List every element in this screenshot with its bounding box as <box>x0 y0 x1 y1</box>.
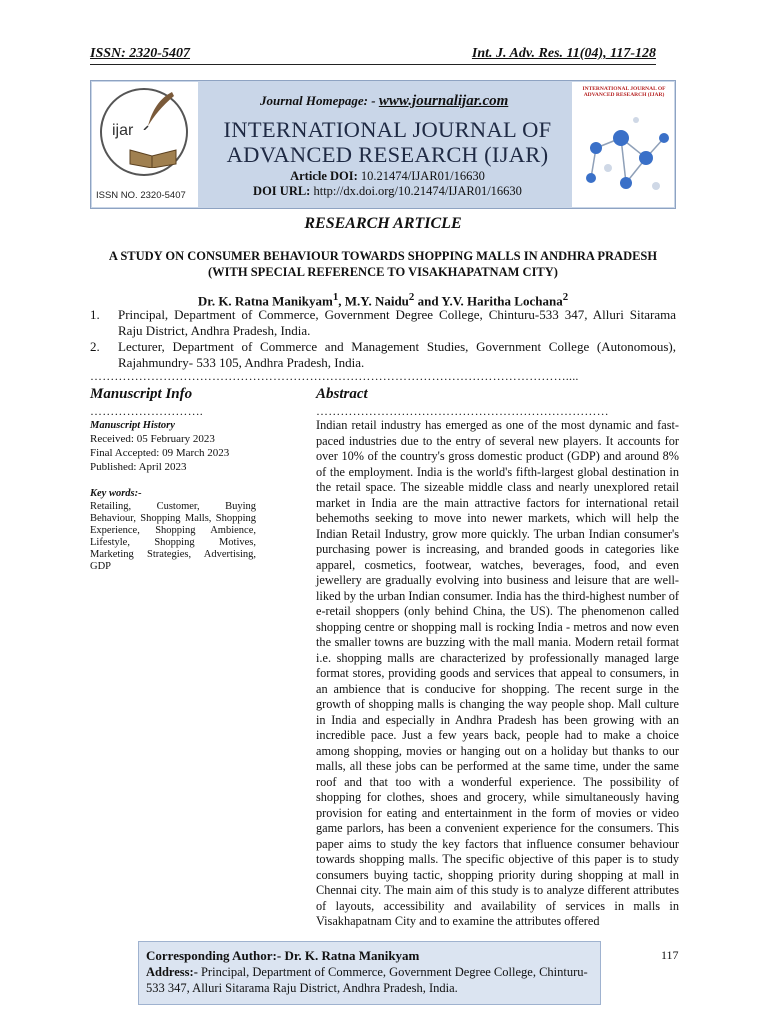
abstract-body: Indian retail industry has emerged as one of the most dynamic and fast-paced industries due to the entry of several new players. It accounts for over 10% of the country's gross domestic product (GDP) and around 8% of the employment. India is the world's fifth-largest global destination in the retail space. The sizeable middle class and nearly unexplored retail market in India are the main attractive factors for international retail behemoths seeking to move into newer markets, which will help the Indian Retail Industry, grow more quickly. The urban Indian consumer's purchasing power is increasing, and branded goods in categories like apparel, cosmetics, footwear, watches, beverages, food, and even jewellery are gradually evolving into business and leisure that are well-liked by the urban Indian consumer. India has the third-highest number of e-retail shoppers (only behind China, the US). The phenomenon called shopping centre or shopping mall is rocking India - metros and now even the smaller towns are buzzing with the mall mania. Modern retail format i.e. shopping malls are characterized by professionally managed large format stores, providing goods and services that appeal to consumers, in an ambience that is conducive for shopping. The recent surge in the growth of shopping malls is changing the way people shop. Mall culture in India and especially in Andhra Pradesh has been growing with an incredible pace. Just a few years back, people had to make a choice among shopping, movies or hanging out on a holiday but thanks to our malls, all these jobs can be performed at the same time, under the same roof and that too with a wonderful experience. The possibility of shopping for clothes, shoes and grocery, while simultaneously having provision for eating and entertainment in the form of movies or video game parlors, has been a convenient experience for the consumers. This paper aims to study the key factors that influence consumer behaviour towards shopping malls. The specific objective of this paper is to study consumers buying tactic, shopping priority during shopping at mall in Chennai city. The main aim of this study is to analyze different attributes of layouts, accessibility and availability of services in malls in Visakhapatnam City and to examine the attributes offered <box>316 418 679 928</box>
affiliation-number: 1. <box>90 307 100 322</box>
author-1: Dr. K. Ratna Manikyam <box>197 293 333 309</box>
corresponding-author-address <box>146 964 596 996</box>
citation-header: Int. J. Adv. Res. 11(04), 117-128 <box>471 46 656 61</box>
doi-url <box>205 184 570 199</box>
logo-text: ijar <box>112 122 134 139</box>
header-rule <box>90 64 656 65</box>
corresponding-author-name: Corresponding Author:- Dr. K. Ratna Manikyam <box>146 948 420 963</box>
homepage-label: Journal Homepage: - <box>260 93 379 108</box>
logo-issn: ISSN NO. 2320-5407 <box>96 190 186 201</box>
abstract-dots: ……………………………………………………………… <box>316 404 609 418</box>
journal-homepage <box>260 93 508 110</box>
affiliation-text: Lecturer, Department of Commerce and Management Studies, Government College (Autonomous), Rajahmundry- 533 105, Andhra Pradesh, India. <box>118 339 676 370</box>
address-label: Address:- <box>146 965 198 979</box>
author-sep-1: , <box>338 293 345 309</box>
journal-title-line2: ADVANCED RESEARCH (IJAR) <box>226 142 549 167</box>
received-date: Received: 05 February 2023 <box>90 433 215 445</box>
author-sep-2: and <box>414 293 442 309</box>
section-separator: ……………………………………………………………………………………………………….... <box>90 369 579 383</box>
article-type: RESEARCH ARTICLE <box>304 215 462 232</box>
homepage-link[interactable]: www.journalijar.com <box>378 93 509 109</box>
doi-label: Article DOI: <box>290 169 358 183</box>
doi-url-value[interactable]: http://dx.doi.org/10.21474/IJAR01/16630 <box>310 184 522 198</box>
published-date: Published: April 2023 <box>90 461 187 473</box>
article-title <box>90 248 676 280</box>
manuscript-info-dots: ………………………. <box>90 404 203 418</box>
doi-url-label: DOI URL: <box>253 184 311 198</box>
cover-title: INTERNATIONAL JOURNAL OF ADVANCED RESEARCH (IJAR) <box>582 86 666 99</box>
book-icon <box>128 142 178 168</box>
article-doi <box>205 169 570 184</box>
article-title-line2: (WITH SPECIAL REFERENCE TO VISAKHAPATNAM CITY) <box>208 265 558 279</box>
doi-value: 10.21474/IJAR01/16630 <box>357 169 485 183</box>
affiliation-1 <box>90 307 676 339</box>
manuscript-info-heading: Manuscript Info <box>90 386 193 402</box>
author-2: M.Y. Naidu <box>344 293 409 309</box>
affiliation-2 <box>90 339 676 371</box>
quill-icon <box>140 90 180 130</box>
author-1-sup: 1 <box>332 291 339 303</box>
article-title-line1: A STUDY ON CONSUMER BEHAVIOUR TOWARDS SHOPPING MALLS IN ANDHRA PRADESH <box>108 249 658 263</box>
author-3-sup: 2 <box>562 291 569 303</box>
address-text: Principal, Department of Commerce, Government Degree College, Chinturu-533 347, Alluri Sitarama Raju District, Andhra Pradesh, India. <box>146 965 588 995</box>
molecule-illustration <box>576 108 672 204</box>
keywords-heading: Key words:- <box>90 488 142 499</box>
issn-header: ISSN: 2320-5407 <box>90 46 190 61</box>
affiliation-text: Principal, Department of Commerce, Government Degree College, Chinturu-533 347, Alluri Sitarama Raju District, Andhra Pradesh, India. <box>118 307 676 338</box>
journal-title <box>205 117 570 167</box>
journal-title-line1: INTERNATIONAL JOURNAL OF <box>223 117 552 142</box>
author-3: Y.V. Haritha Lochana <box>441 293 563 309</box>
keywords-list: Retailing, Customer, Buying Behaviour, Shopping Malls, Shopping Experience, Shopping Ambience, Lifestyle, Shopping Motives, Marketing Strategies, Advertising, GDP <box>90 501 256 572</box>
author-2-sup: 2 <box>408 291 415 303</box>
page-number: 117 <box>661 948 679 962</box>
abstract-heading: Abstract <box>316 386 368 402</box>
accepted-date: Final Accepted: 09 March 2023 <box>90 447 230 459</box>
affiliation-number: 2. <box>90 339 100 354</box>
manuscript-history-heading: Manuscript History <box>90 420 175 431</box>
